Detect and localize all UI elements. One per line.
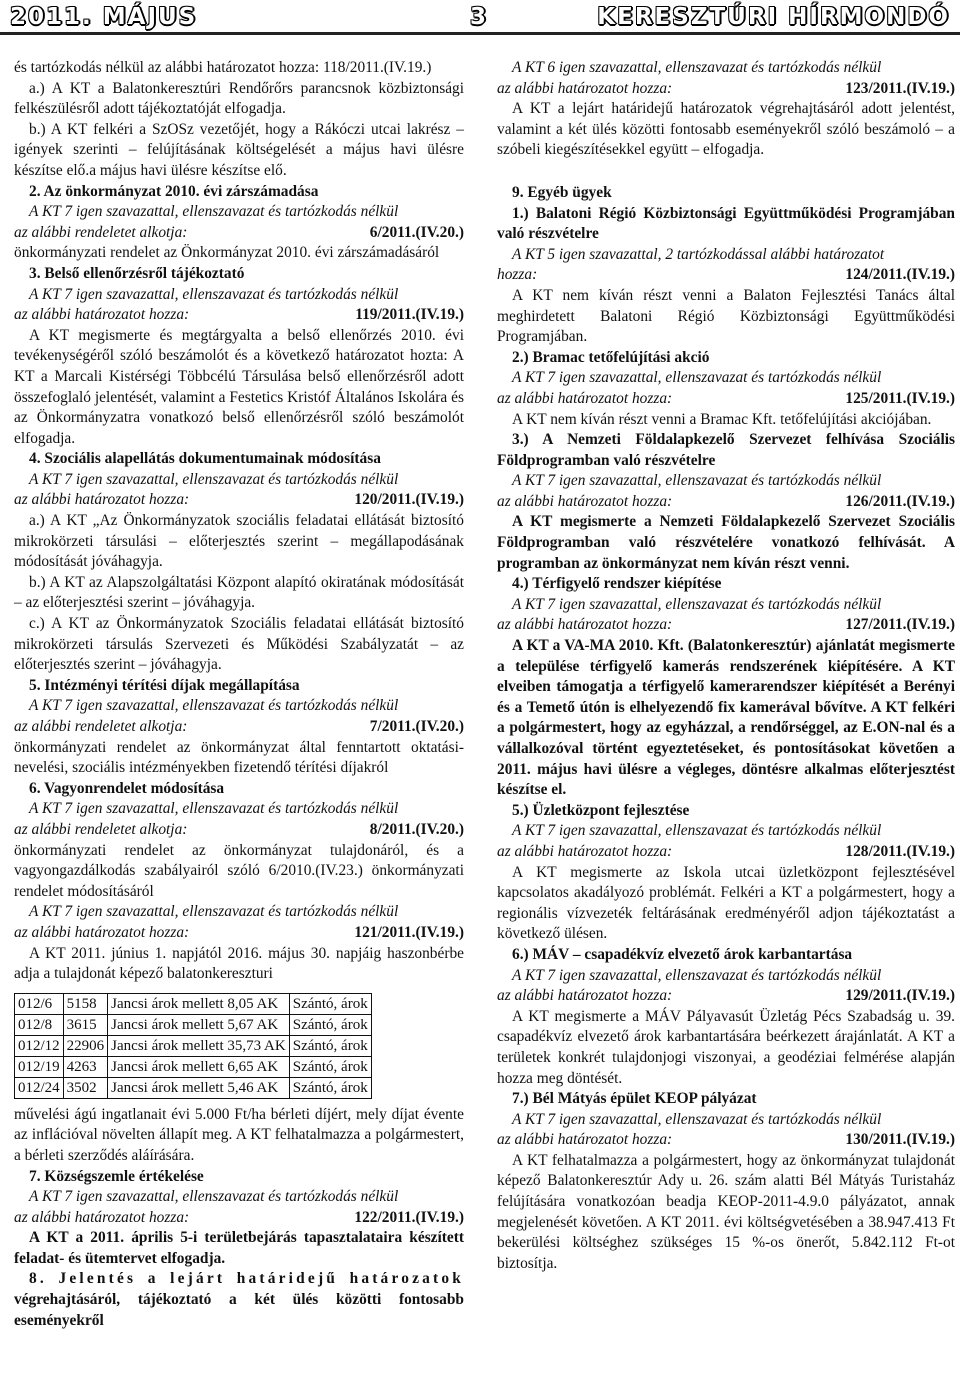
table-cell: 22906 <box>63 1035 108 1056</box>
resolution-code: 121/2011.(IV.19.) <box>354 923 464 941</box>
resolution-line <box>497 265 955 286</box>
paragraph: A KT megismerte a Nemzeti Földalapkezelő Szervezet Szociális Földprogramban való részvételére vonatkozó felhívását. A programban az önkormányzat nem kíván részt venni. <box>497 513 955 572</box>
table-cell: Jancsi árok mellett 5,67 AK <box>108 1014 290 1035</box>
section-heading: 7. Községszemle értékelése <box>29 1167 204 1185</box>
table-cell: 4263 <box>63 1056 108 1077</box>
section-heading: 4.) Térfigyelő rendszer kiépítése <box>512 575 722 593</box>
paragraph: önkormányzati rendelet az Önkormányzat 2010. évi zárszámadásáról <box>14 244 440 262</box>
resolution-label: az alábbi rendeletet alkotja: <box>14 223 188 241</box>
resolution-line <box>497 79 955 100</box>
section-heading: 1.) Balatoni Régió Közbiztonsági Együttműködési Programjában való részvételre <box>497 204 955 243</box>
section-heading <box>14 1269 464 1331</box>
vote-line: A KT 7 igen szavazattal, ellenszavazat és tartózkodás nélkül <box>512 1110 882 1128</box>
vote-line: A KT 7 igen szavazattal, ellenszavazat és tartózkodás nélkül <box>512 472 882 490</box>
resolution-line <box>497 842 955 863</box>
vote-line: A KT 7 igen szavazattal, ellenszavazat és tartózkodás nélkül <box>512 595 882 613</box>
paragraph: a.) A KT a Balatonkeresztúri Rendőrőrs parancsnok közbiztonsági felkészülésről adott tájékoztatóját elfogadja. <box>14 79 464 118</box>
resolution-code: 127/2011.(IV.19.) <box>845 616 955 634</box>
table-cell: Jancsi árok mellett 5,46 AK <box>108 1077 290 1098</box>
table-row <box>15 1014 372 1035</box>
resolution-label: az alábbi határozatot hozza: <box>497 987 673 1005</box>
table-cell: Szántó, árok <box>289 1056 371 1077</box>
resolution-line <box>14 1208 464 1229</box>
resolution-line <box>14 923 464 944</box>
resolution-line <box>14 820 464 841</box>
heading-rest: végrehajtásáról, tájékoztató a két ülés közötti fontosabb eseményekről <box>14 1291 464 1329</box>
table-cell: Jancsi árok mellett 8,05 AK <box>108 993 290 1014</box>
resolution-code: 125/2011.(IV.19.) <box>845 389 955 407</box>
resolution-line <box>14 223 464 244</box>
newspaper-title: KERESZTÚRI HÍRMONDÓ <box>597 4 950 30</box>
paragraph: A KT 2011. június 1. napjától 2016. május 30. napjáig haszonbérbe adja a tulajdonát képező balatonkereszturi <box>14 944 464 983</box>
issue-date: 2011. MÁJUS <box>10 4 198 30</box>
vote-line: A KT 6 igen szavazattal, ellenszavazat és tartózkodás nélkül <box>512 59 882 76</box>
paragraph: művelési ágú ingatlanait évi 5.000 Ft/ha bérleti díjért, mely díjat évente az inflációval növelten állapít meg. A KT felhatalmazza a polgármestert, a bérleti szerződés aláírására. <box>14 1105 464 1164</box>
section-heading: 4. Szociális alapellátás dokumentumainak módosítása <box>29 450 381 468</box>
vote-line: A KT 7 igen szavazattal, ellenszavazat és tartózkodás nélkül <box>512 369 882 387</box>
resolution-code: 119/2011.(IV.19.) <box>355 306 464 324</box>
page-header <box>0 0 960 40</box>
vote-line: A KT 7 igen szavazattal, ellenszavazat és tartózkodás nélkül <box>29 203 399 221</box>
paragraph: A KT felhatalmazza a polgármestert, hogy az önkormányzat tulajdonát képező Balatonkeresztúr Ady u. 26. szám alatti Bél Mátyás Turistaház felújítására vonatkozóan beadja KEOP-2011-4.9.0 pályázatot, annak megjelenését követően. A KT 2011. évi költségvetésében a 38.947.413 Ft bekerülési költséghez szükséges 15 %-os önerőt, 5.842.112 Ft-ot biztosítja. <box>497 1151 955 1272</box>
resolution-line <box>14 490 464 511</box>
paragraph: A KT megismerte az Iskola utcai üzletközpont fejlesztésével kapcsolatos akadályozó problémát. Felkéri a KT a polgármestert, hogy a regionális vízvezeték feltárásának eredményéről adjon tájékoztatást a következő ülésen. <box>497 863 955 943</box>
table-row <box>15 1056 372 1077</box>
left-column <box>14 58 464 1331</box>
section-heading: 2.) Bramac tetőfelújítási akció <box>512 348 710 366</box>
section-heading: 7.) Bél Mátyás épület KEOP pályázat <box>512 1090 757 1108</box>
section-heading: 5. Intézményi térítési díjak megállapítása <box>29 676 300 694</box>
resolution-label: az alábbi határozatot hozza: <box>497 1131 673 1149</box>
table-row <box>15 1077 372 1098</box>
resolution-code: 126/2011.(IV.19.) <box>845 492 955 510</box>
paragraph: A KT megismerte a MÁV Pályavasút Üzletág Pécs Szabadság u. 39. csapadékvíz elvezető árok karbantartására beérkezett árajánlatát. A KT a területek konkrét tulajdonjogi viszonyai, a geodéziai felmérése alapján hozza meg döntését. <box>497 1007 955 1087</box>
section-heading: 5.) Üzletközpont fejlesztése <box>512 801 690 819</box>
paragraph: és tartózkodás nélkül az alábbi határozatot hozza: 118/2011.(IV.19.) <box>14 59 432 76</box>
table-cell: Szántó, árok <box>289 1035 371 1056</box>
paragraph: b.) A KT az Alapszolgáltatási Központ alapító okiratának módosítását – az előterjesztési szerint – jóváhagyja. <box>14 573 464 612</box>
vote-line: A KT 7 igen szavazattal, ellenszavazat és tartózkodás nélkül <box>29 800 399 818</box>
table-cell: 3502 <box>63 1077 108 1098</box>
resolution-label: az alábbi határozatot hozza: <box>14 923 190 941</box>
land-parcel-table <box>14 993 372 1099</box>
table-row <box>15 1035 372 1056</box>
paragraph: önkormányzati rendelet az önkormányzat tulajdonáról, és a vagyongazdálkodás szabályairól szóló 6/2010.(IV.23.) önkormányzati rendelet módosításáról <box>14 841 464 900</box>
paragraph: A KT megismerte és megtárgyalta a belső ellenőrzés 2010. évi tevékenységéről szóló beszámolót és a következő határozatot hozta: A KT a Marcali Kistérségi Többcélú Társulása belső ellenőrzésről adott összefoglaló jelentését, valamint a Festetics Kristóf Általános Iskolára és az Önkormányzatra vonatkozó belső ellenőrzésről szóló beszámolót elfogadja. <box>14 326 464 447</box>
resolution-line <box>497 389 955 410</box>
table-cell: 012/6 <box>15 993 64 1014</box>
paragraph: a.) A KT „Az Önkormányzatok szociális feladatai ellátását biztosító mikrokörzeti társulási – előterjesztés szerint – megállapodásának módosítását jóváhagyja. <box>14 512 464 571</box>
paragraph: A KT nem kíván részt venni a Bramac Kft. tetőfelújítási akciójában. <box>512 410 932 428</box>
resolution-label: az alábbi rendeletet alkotja: <box>14 820 188 838</box>
table-cell: Szántó, árok <box>289 993 371 1014</box>
table-cell: 012/12 <box>15 1035 64 1056</box>
resolution-code: 123/2011.(IV.19.) <box>845 79 955 97</box>
resolution-line <box>497 615 955 636</box>
table-cell: Jancsi árok mellett 35,73 AK <box>108 1035 290 1056</box>
resolution-code: 128/2011.(IV.19.) <box>845 842 955 860</box>
section-heading: 3.) A Nemzeti Földalapkezelő Szervezet felhívása Szociális Földprogramban való részvételre <box>497 431 955 469</box>
table-cell: 012/24 <box>15 1077 64 1098</box>
resolution-label: az alábbi határozatot hozza: <box>497 492 673 510</box>
resolution-label: az alábbi rendeletet alkotja: <box>14 718 188 735</box>
resolution-label: az alábbi határozatot hozza: <box>14 1208 190 1226</box>
resolution-code: 124/2011.(IV.19.) <box>845 266 955 284</box>
section-heading: 9. Egyéb ügyek <box>512 183 612 201</box>
table-cell: Jancsi árok mellett 6,65 AK <box>108 1056 290 1077</box>
paragraph: A KT a 2011. április 5-i területbejárás tapasztalataira készített feladat- és ütemtervet elfogadja. <box>14 1229 464 1267</box>
page-number: 3 <box>470 4 489 30</box>
resolution-code: 6/2011.(IV.20.) <box>369 223 464 241</box>
paragraph: önkormányzati rendelet az önkormányzat által fenntartott oktatási-nevelési, szociális intézményekben fizetendő térítési díjakról <box>14 738 464 777</box>
vote-line: A KT 7 igen szavazattal, ellenszavazat és tartózkodás nélkül <box>512 966 882 984</box>
table-cell: Szántó, árok <box>289 1077 371 1098</box>
table-cell: 3615 <box>63 1014 108 1035</box>
resolution-line <box>14 717 464 738</box>
resolution-label: az alábbi határozatot hozza: <box>497 79 673 97</box>
vote-line: A KT 7 igen szavazattal, ellenszavazat és tartózkodás nélkül <box>29 697 399 715</box>
paragraph: b.) A KT felkéri a SzOSz vezetőjét, hogy a Rákóczi utcai lakrész – igények szerinti – felújításának költségelését a május havi ülésre készítse elő.a május havi ülésre készítse elő. <box>14 120 464 179</box>
resolution-code: 129/2011.(IV.19.) <box>845 987 955 1005</box>
vote-line: A KT 7 igen szavazattal, ellenszavazat és tartózkodás nélkül <box>29 285 399 303</box>
paragraph: A KT a VA-MA 2010. Kft. (Balatonkeresztúr) ajánlatát megismerte a települése térfigyelő kamerás rendszerének kiépítésére. A KT elveiben támogatja a térfigyelő kamerarendszer kiépítését a Berényi és a Temető útón is elhelyezendő fix kamerával bővítve. A KT felkéri a polgármestert, hogy az egyházzal, a rendőrséggel, az E.ON-nal és a vállalkozóval történt egyeztetéseket, és pontosításokat követően a 2011. május havi ülésre a végleges, döntésre alkalmas előterjesztést készítse el. <box>497 637 955 799</box>
paragraph: A KT a lejárt határidejű határozatok végrehajtásáról adott jelentést, valamint a két ülés közötti fontosabb eseményekről szóló beszámoló – a szóbeli kiegészítésekkel együtt – elfogadja. <box>497 100 955 159</box>
resolution-label: hozza: <box>497 266 538 284</box>
resolution-label: az alábbi határozatot hozza: <box>14 306 190 324</box>
vote-line: A KT 7 igen szavazattal, ellenszavazat és tartózkodás nélkül <box>29 470 399 488</box>
resolution-label: az alábbi határozatot hozza: <box>497 842 673 860</box>
table-row <box>15 993 372 1014</box>
table-cell: Szántó, árok <box>289 1014 371 1035</box>
resolution-line <box>14 305 464 326</box>
table-cell: 012/8 <box>15 1014 64 1035</box>
resolution-code: 120/2011.(IV.19.) <box>354 491 464 509</box>
resolution-label: az alábbi határozatot hozza: <box>497 389 673 407</box>
resolution-code: 122/2011.(IV.19.) <box>354 1208 464 1226</box>
heading-spaced-part: 8. Jelentés a lejárt határidejű határozatok <box>29 1270 464 1288</box>
section-heading: 3. Belső ellenőrzésről tájékoztató <box>29 264 245 282</box>
table-cell: 5158 <box>63 993 108 1014</box>
resolution-line <box>497 986 955 1007</box>
table-cell: 012/19 <box>15 1056 64 1077</box>
resolution-label: az alábbi határozatot hozza: <box>497 616 673 634</box>
vote-line: A KT 7 igen szavazattal, ellenszavazat és tartózkodás nélkül <box>29 903 399 921</box>
resolution-line <box>497 1130 955 1151</box>
vote-line: A KT 7 igen szavazattal, ellenszavazat és tartózkodás nélkül <box>512 822 882 840</box>
resolution-line <box>497 492 955 513</box>
vote-line: A KT 7 igen szavazattal, ellenszavazat és tartózkodás nélkül <box>29 1188 399 1206</box>
resolution-label: az alábbi határozatot hozza: <box>14 491 190 509</box>
right-column <box>497 58 955 1274</box>
resolution-code: 130/2011.(IV.19.) <box>845 1131 955 1149</box>
section-heading: 6.) MÁV – csapadékvíz elvezető árok karbantartása <box>512 945 853 963</box>
vote-line: A KT 5 igen szavazattal, 2 tartózkodással alábbi határozatot <box>512 245 885 263</box>
section-heading: 2. Az önkormányzat 2010. évi zárszámadása <box>29 182 319 200</box>
section-heading: 6. Vagyonrendelet módosítása <box>29 779 225 797</box>
paragraph: c.) A KT az Önkormányzatok Szociális feladatai ellátását biztosító mikrokörzeti társulás Szervezeti és Működési Szabályzatát – az előterjesztés szerint – jóváhagyja. <box>14 615 464 674</box>
resolution-code: 8/2011.(IV.20.) <box>369 820 464 838</box>
resolution-code: 7/2011.(IV.20.) <box>369 718 464 735</box>
paragraph: A KT nem kíván részt venni a Balaton Fejlesztési Tanács által meghirdetett Balatoni Régió Közbiztonsági Együttműködési Programjában. <box>497 286 955 346</box>
